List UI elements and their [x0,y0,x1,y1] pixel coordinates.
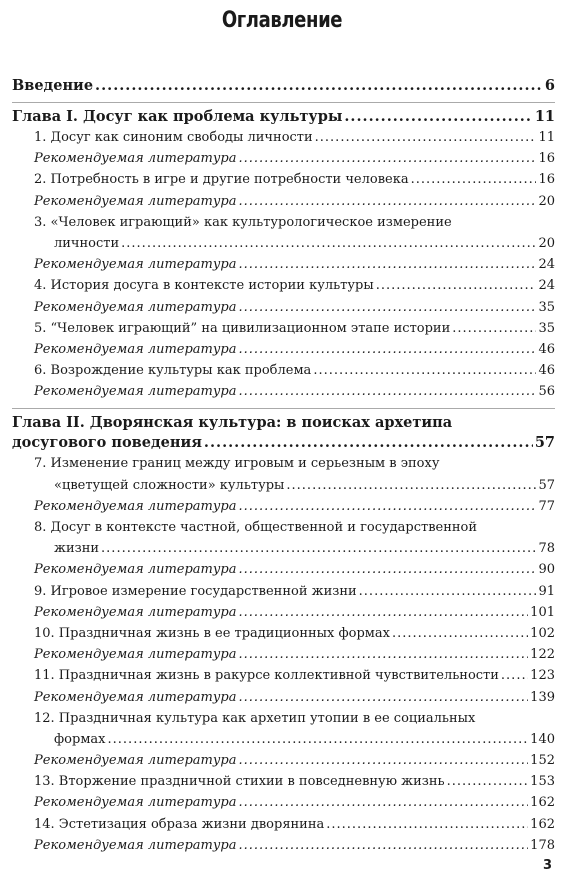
section-title: 4. История досуга в контексте истории культуры [34,278,374,294]
toc-section-10[interactable] [12,623,555,644]
section-title: Рекомендуемая литература [34,341,237,357]
toc-entry-introduction[interactable] [12,76,555,96]
dot-leader [239,297,537,318]
section-title: 10. Праздничная жизнь в ее традиционных формах [34,625,390,641]
dot-leader [239,339,537,360]
toc-section-3-continuation[interactable] [12,233,555,254]
section-title: Рекомендуемая литература [34,689,237,705]
section-title: 3. «Человек играющий» как культурологическое измерение [34,214,452,230]
toc-page-number: 139 [530,689,555,705]
section-title-continuation: личности [54,235,120,251]
section-title: Рекомендуемая литература [34,193,237,209]
dot-leader [501,665,528,686]
toc-section-13[interactable] [12,771,555,792]
toc-page-number: 35 [538,320,555,336]
toc-section-11[interactable] [12,665,555,686]
toc-recommended-reading[interactable] [12,191,555,212]
toc-section-7-continuation[interactable] [12,475,555,496]
section-title: 8. Досуг в контексте частной, общественной и государственной [34,520,478,535]
section-title: 12. Праздничная культура как архетип утопии в ее социальных [34,710,476,726]
dot-leader [315,127,537,148]
section-title-continuation: жизни [54,541,100,557]
dot-leader [239,750,529,771]
toc-recommended-reading[interactable] [12,750,555,771]
toc-recommended-reading[interactable] [12,792,555,813]
chapter-title-continuation: досугового поведения [12,434,202,452]
toc-page-number: 16 [538,172,555,188]
toc-section-12-continuation[interactable] [12,729,555,750]
section-title: 9. Игровое измерение государственной жизни [34,583,357,599]
toc-page-number: 153 [530,774,555,790]
toc-recommended-reading[interactable] [12,148,555,169]
toc-page-number: 122 [530,647,555,663]
toc-recommended-reading[interactable] [12,254,555,275]
toc-entry-label: Введение [12,77,94,94]
toc-page-number: 57 [534,434,555,452]
toc-page-number: 178 [530,837,555,853]
toc-page-number: 11 [534,108,555,125]
section-title: 2. Потребность в игре и другие потребности человека [34,172,409,188]
section-title-continuation: формах [54,731,106,747]
toc-chapter-2-continuation[interactable] [12,433,555,453]
dot-leader [326,814,528,835]
toc-page-number: 102 [530,625,555,641]
toc-page-number: 101 [530,604,555,620]
page-number: 3 [542,858,552,873]
toc-page-number: 24 [538,278,555,294]
section-title: Рекомендуемая литература [34,384,237,400]
dot-leader [239,687,529,708]
section-title: 11. Праздничная жизнь в ракурсе коллективной чувствительности [34,668,499,684]
dot-leader [239,191,537,212]
toc-page-number: 20 [538,235,555,251]
dot-leader [108,729,529,750]
section-title: 13. Вторжение праздничной стихии в повседневную жизнь [34,774,445,790]
toc-section-3[interactable] [12,212,555,233]
toc-recommended-reading[interactable] [12,559,555,580]
dot-leader [239,559,537,580]
dot-leader [411,169,537,190]
toc-section-6[interactable] [12,360,555,381]
toc-page-number: 46 [538,363,555,379]
dot-leader [239,835,529,856]
dot-leader [376,275,537,296]
section-title: Рекомендуемая литература [34,299,237,315]
toc-page-number: 24 [538,257,555,273]
toc-recommended-reading[interactable] [12,297,555,318]
section-title: Рекомендуемая литература [34,647,237,663]
dot-leader [121,233,536,254]
section-divider [12,408,555,409]
toc-recommended-reading[interactable] [12,381,555,402]
section-title: 5. “Человек играющий” на цивилизационном этапе истории [34,320,451,336]
section-title: Рекомендуемая литература [34,257,237,273]
toc-page-number: 11 [538,130,555,145]
section-title: Рекомендуемая литература [34,604,237,620]
dot-leader [239,496,537,517]
dot-leader [359,581,537,602]
dot-leader [344,107,532,127]
toc-page-number: 46 [538,341,555,357]
toc-page-number: 16 [538,151,555,167]
toc-page-number: 56 [538,384,555,400]
toc-section-9[interactable] [12,581,555,602]
toc-page-number: 35 [538,299,555,315]
toc-chapter-2[interactable] [12,413,555,433]
toc-section-12[interactable] [12,708,555,729]
section-title: Рекомендуемая литература [34,151,237,167]
toc-recommended-reading[interactable] [12,644,555,665]
dot-leader [392,623,528,644]
toc-page-number: 6 [544,77,555,94]
dot-leader [101,538,536,559]
dot-leader [447,771,529,792]
toc-recommended-reading[interactable] [12,687,555,708]
toc-page-number: 162 [530,795,555,811]
toc-section-4[interactable] [12,275,555,296]
toc-recommended-reading[interactable] [12,835,555,856]
toc-section-14[interactable] [12,814,555,835]
section-divider [12,102,555,103]
dot-leader [204,433,533,453]
section-title: Рекомендуемая литература [34,837,237,853]
dot-leader [313,360,536,381]
toc-page-number: 78 [538,541,555,557]
toc-recommended-reading[interactable] [12,602,555,623]
toc-recommended-reading[interactable] [12,339,555,360]
toc-page-number: 57 [538,477,555,493]
dot-leader [239,254,537,275]
toc-section-1[interactable] [12,127,555,148]
toc-section-5[interactable] [12,318,555,339]
section-title: Рекомендуемая литература [34,562,237,578]
toc-chapter-1[interactable] [12,107,555,127]
dot-leader [95,76,543,96]
dot-leader [452,318,536,339]
toc-page-number: 162 [530,816,555,832]
dot-leader [239,148,537,169]
toc-section-7[interactable] [12,453,555,474]
chapter-title: Глава II. Дворянская культура: в поисках архетипа [12,414,453,432]
toc-page-number: 140 [530,731,555,747]
toc-recommended-reading[interactable] [12,496,555,517]
dot-leader [239,792,529,813]
dot-leader [286,475,536,496]
toc-page-number: 20 [538,193,555,209]
dot-leader [239,602,529,623]
table-of-contents [12,76,555,856]
section-title-continuation: «цветущей сложности» культуры [54,477,285,493]
toc-section-2[interactable] [12,169,555,190]
chapter-title: Глава I. Досуг как проблема культуры [12,108,343,125]
section-title: Рекомендуемая литература [34,795,237,811]
section-title: Рекомендуемая литература [34,753,237,769]
dot-leader [239,644,529,665]
toc-section-8-continuation[interactable] [12,538,555,559]
dot-leader [239,381,537,402]
section-title: 14. Эстетизация образа жизни дворянина [34,816,325,832]
section-title: 1. Досуг как синоним свободы личности [34,130,313,145]
toc-page-number: 152 [530,753,555,769]
toc-page-number: 90 [538,562,555,578]
toc-page-number: 91 [538,583,555,599]
section-title: Рекомендуемая литература [34,498,237,514]
toc-page-number: 123 [530,668,555,684]
toc-page-number: 77 [538,498,555,514]
toc-section-8[interactable] [12,517,555,538]
page-title: Оглавление [221,8,343,33]
section-title: 6. Возрождение культуры как проблема [34,363,312,379]
section-title: 7. Изменение границ между игровым и серьезным в эпоху [34,456,440,472]
